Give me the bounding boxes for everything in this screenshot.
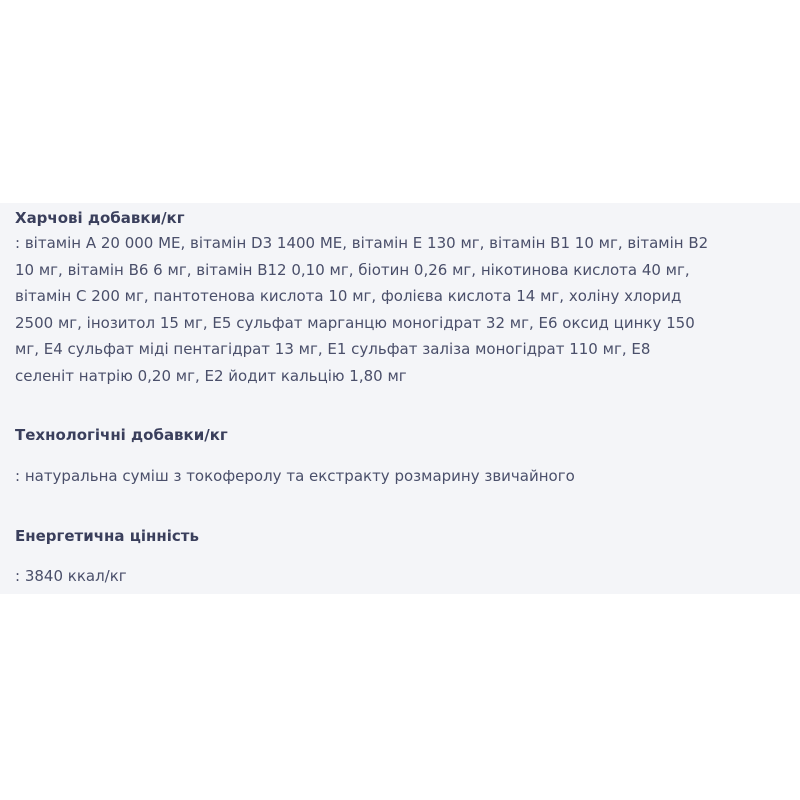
text-line: селеніт натрію 0,20 мг, Е2 йодит кальцію 1,80 мг bbox=[15, 366, 407, 385]
section-text-energy-value bbox=[15, 563, 787, 590]
section-heading-technological-additives: Технологічні добавки/кг bbox=[15, 426, 228, 444]
product-details-panel bbox=[0, 203, 800, 594]
text-line: 10 мг, вітамін В6 6 мг, вітамін В12 0,10 мг, біотин 0,26 мг, нікотинова кислота 40 мг, bbox=[15, 260, 690, 279]
text-line: : 3840 ккал/кг bbox=[15, 567, 127, 585]
text-line: мг, Е4 сульфат міді пентагідрат 13 мг, Е1 сульфат заліза моногідрат 110 мг, Е8 bbox=[15, 340, 651, 359]
text-line: 2500 мг, інозитол 15 мг, Е5 сульфат марганцю моногідрат 32 мг, Е6 оксид цинку 150 bbox=[15, 313, 695, 332]
text-line: вітамін С 200 мг, пантотенова кислота 10 мг, фолієва кислота 14 мг, холіну хлорид bbox=[15, 287, 682, 306]
section-heading-food-additives: Харчові добавки/кг bbox=[15, 209, 185, 227]
section-text-technological-additives bbox=[15, 463, 787, 490]
section-text-food-additives bbox=[15, 230, 787, 390]
text-line: : вітамін А 20 000 МЕ, вітамін D3 1400 МЕ, вітамін Е 130 мг, вітамін В1 10 мг, вітамін В2 bbox=[15, 234, 709, 252]
text-line: : натуральна суміш з токоферолу та екстракту розмарину звичайного bbox=[15, 467, 575, 485]
section-heading-energy-value: Енергетична цінність bbox=[15, 527, 199, 545]
